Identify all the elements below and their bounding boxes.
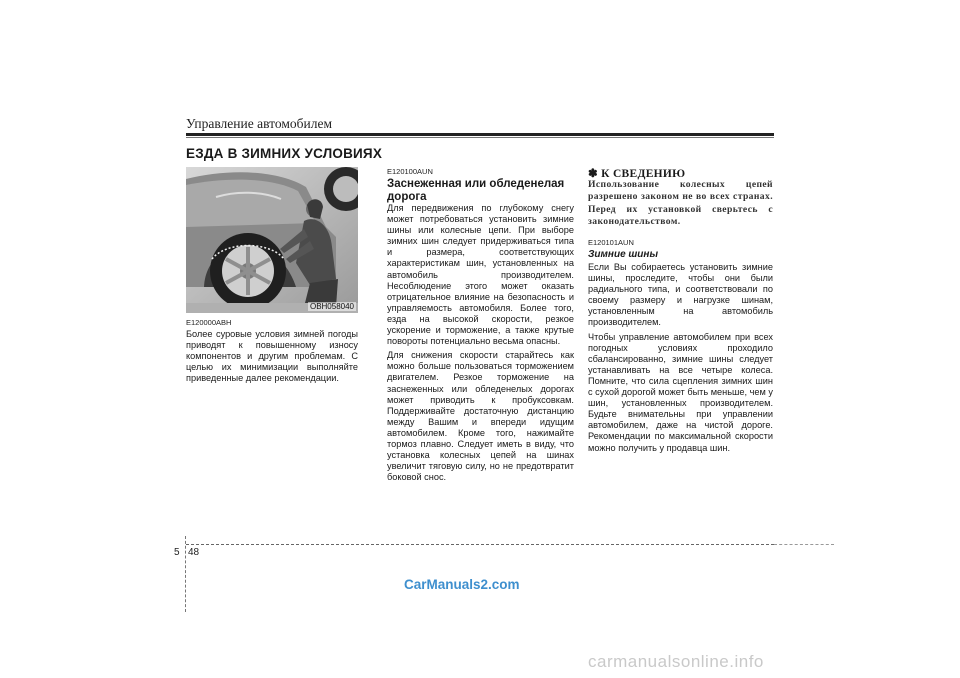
winter-tires-paragraph-1: Если Вы собираетесь установить зимние шины, проследите, чтобы они были радиального типа, и соответствовали по своему размеру и нагрузке шинам, установленным на автомобиль производителем. bbox=[588, 262, 773, 328]
snowy-road-title: Заснеженная или обледенелая дорога bbox=[387, 178, 565, 203]
notice-title: К СВЕДЕНИЮ bbox=[601, 168, 686, 180]
illustration-photo bbox=[186, 167, 358, 313]
chapter-title: Управление автомобилем bbox=[186, 116, 332, 131]
footer-rule bbox=[186, 544, 774, 545]
section-title: ЕЗДА В ЗИМНИХ УСЛОВИЯХ bbox=[186, 146, 383, 161]
left-intro-paragraph bbox=[186, 329, 358, 387]
watermark-link-bottom[interactable]: carmanualsonline.info bbox=[588, 652, 764, 671]
middle-section-code: E120100AUN bbox=[387, 167, 433, 176]
winter-tires-title: Зимние шины bbox=[588, 249, 658, 260]
header-rule-thin bbox=[186, 137, 774, 138]
snowy-road-paragraph-2: Для снижения скорости старайтесь как можно больше пользоваться торможением двигателем. Резкое торможение на заснеженных или обледенелых дорогах может приводить к пробуксовкам. Поддерживайте достаточную дистанцию между Вашим и впереди идущим автомобилем. Кроме того, нажимайте тормоз плавно. Следует иметь в виду, что установка колесных цепей на шинах увеличит тяговую силу, но не предотвратит боковой снос. bbox=[387, 350, 574, 483]
watermark-link-top[interactable]: CarManuals2.com bbox=[404, 577, 520, 592]
intro-text: Более суровые условия зимней погоды приводят к повышенному износу компонентов и другим проблемам. С целью их минимизации выполняйте приведенные далее рекомендации. bbox=[186, 329, 358, 384]
page-margin-line bbox=[185, 536, 186, 612]
winter-tires-paragraph-2: Чтобы управление автомобилем при всех погодных условиях проходило сбалансированно, зимние шины следует устанавливать на все четыре колеса. Помните, что сила сцепления зимних шин с сухой дорогой может быть меньше, чем у шин, установленных производителем. Будьте внимательны при управлении автомобилем, даже на чистой дороге. Рекомендации по максимальной скорости можно получить у продавца шин. bbox=[588, 331, 773, 453]
header-rule bbox=[186, 133, 774, 136]
snowy-road-body bbox=[387, 203, 574, 486]
snowy-road-paragraph-1: Для передвижения по глубокому снегу может потребоваться установить зимние шины или колесные цепи. При выборе зимних шин следует придерживаться типа и размера, соответствующих характеристикам шин, установленных на автомобиль производителем. Несоблюдение этого может оказать отрицательное влияние на безопасность и управляемость автомобиля. Более того, езда на высокой скорости, резкое ускорение и торможение, а также крутые повороты потенциально весьма опасны. bbox=[387, 203, 574, 347]
notice-asterisk-icon: ✽ bbox=[588, 168, 598, 180]
photo-code: OBH058040 bbox=[309, 302, 354, 311]
footer-rule-extension bbox=[774, 544, 834, 545]
notice-text: Использование колесных цепей разрешено законом не во всех странах. Перед их установкой сверьтесь с законодательством. bbox=[588, 179, 773, 227]
woman-installing-chains-illustration bbox=[186, 167, 358, 313]
notice-heading bbox=[588, 166, 685, 180]
winter-tires-body bbox=[588, 262, 773, 457]
right-section-code: E120101AUN bbox=[588, 238, 634, 247]
left-section-code: E120000ABH bbox=[186, 318, 232, 327]
section-number: 5 bbox=[174, 547, 180, 558]
page-number: 48 bbox=[188, 547, 200, 558]
